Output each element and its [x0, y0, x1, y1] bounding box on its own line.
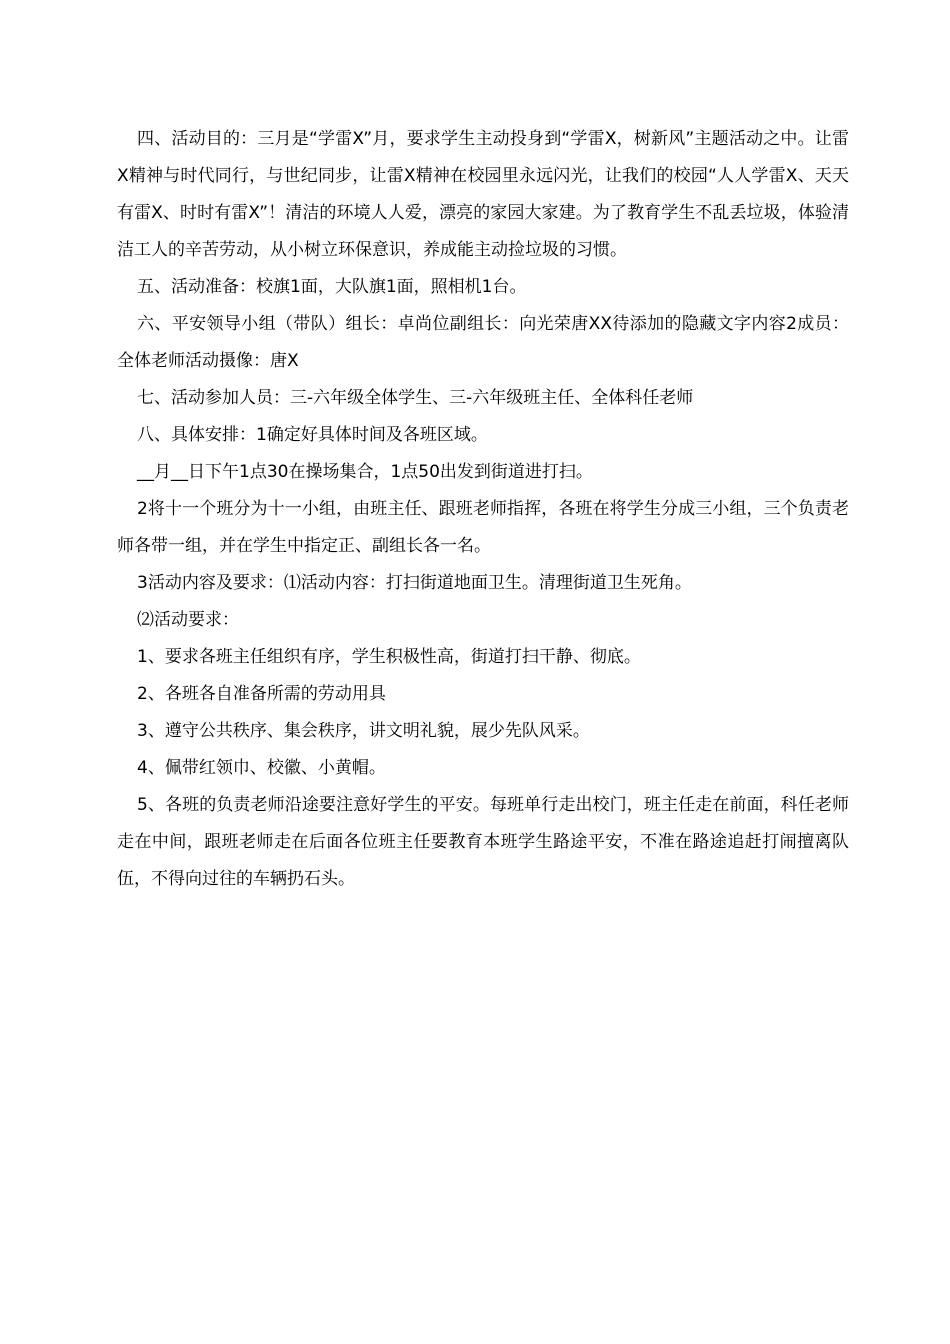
paragraph-requirement-4: 4、佩带红领巾、校徽、小黄帽。: [137, 758, 386, 778]
paragraph-arrangement: 八、具体安排：1确定好具体时间及各班区域。: [137, 425, 488, 445]
paragraph-requirement-5: 5、各班的负责老师沿途要注意好学生的平安。每班单行走出校门，班主任走在前面，科任老师走在中间，跟班老师走在后面各位班主任要教育本班学生路途平安，不准在路途追赶打闹擅离队伍，不得向过往的车辆扔石头。: [117, 795, 849, 889]
document-body: [117, 121, 849, 898]
paragraph-content: 3活动内容及要求：⑴活动内容：打扫街道地面卫生。清理街道卫生死角。: [137, 573, 692, 593]
paragraph-schedule: __月__日下午1点30在操场集合，1点50出发到街道进打扫。: [137, 462, 593, 482]
paragraph-preparation: 五、活动准备：校旗1面，大队旗1面，照相机1台。: [137, 277, 527, 297]
paragraph-requirement-3: 3、遵守公共秩序、集会秩序，讲文明礼貌，展少先队风采。: [137, 721, 590, 741]
paragraph-requirements-heading: ⑵活动要求：: [137, 610, 239, 630]
paragraph-groups: 2将十一个班分为十一小组，由班主任、跟班老师指挥，各班在将学生分成三小组，三个负责老师各带一组，并在学生中指定正、副组长各一名。: [117, 499, 849, 556]
paragraph-requirement-1: 1、要求各班主任组织有序，学生积极性高，街道打扫干静、彻底。: [137, 647, 641, 667]
paragraph-requirement-2: 2、各班各自准备所需的劳动用具: [137, 684, 386, 704]
paragraph-participants: 七、活动参加人员：三-六年级全体学生、三-六年级班主任、全体科任老师: [137, 388, 694, 408]
paragraph-purpose: 四、活动目的：三月是“学雷X”月，要求学生主动投身到“学雷X，树新风”主题活动之中。让雷X精神与时代同行，与世纪同步，让雷X精神在校园里永远闪光，让我们的校园“人人学雷X、天天有雷X、时时有雷X”！清洁的环境人人爱，漂亮的家园大家建。为了教育学生不乱丢垃圾，体验清洁工人的辛苦劳动，从小树立环保意识，养成能主动捡垃圾的习惯。: [117, 129, 849, 260]
paragraph-safety-group: 六、平安领导小组（带队）组长：卓尚位副组长：向光荣唐XX待添加的隐藏文字内容2成员：全体老师活动摄像：唐X: [117, 314, 849, 371]
